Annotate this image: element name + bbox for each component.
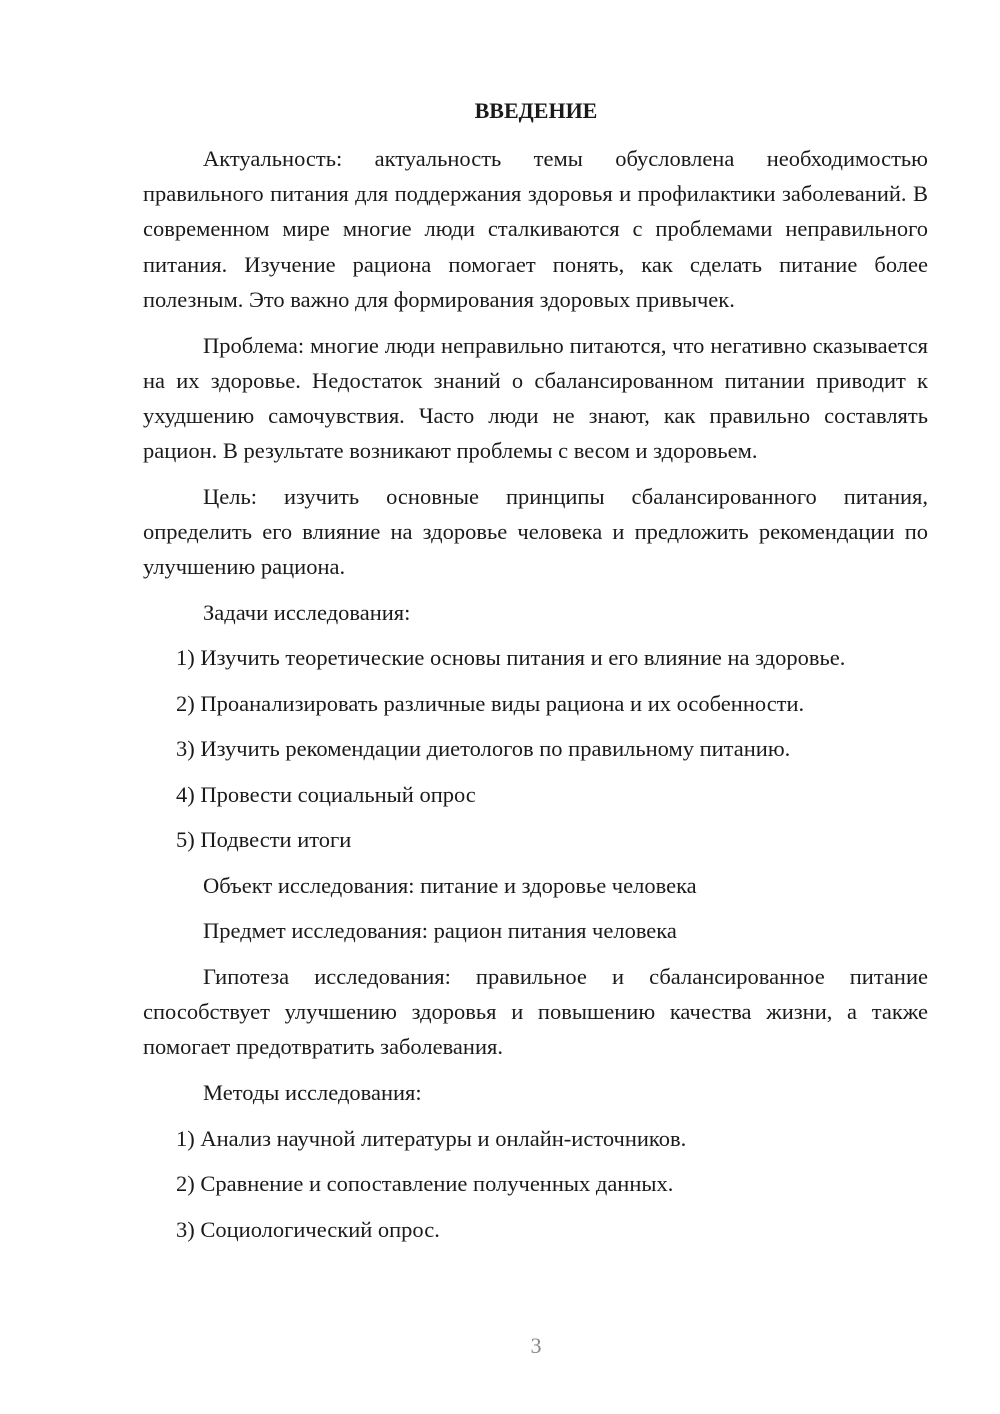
research-subject: Предмет исследования: рацион питания человека — [203, 918, 677, 944]
research-object: Объект исследования: питание и здоровье человека — [203, 872, 697, 898]
task-item: 1) Изучить теоретические основы питания и его влияние на здоровье. — [176, 645, 846, 671]
hypothesis-paragraph: Гипотеза исследования: правильное и сбалансированное питание способствует улучшению здоровья и повышению качества жизни, а также помогает предотвратить заболевания. — [143, 963, 928, 1060]
section-title: ВВЕДЕНИЕ — [474, 98, 598, 123]
task-item: 4) Провести социальный опрос — [176, 781, 476, 807]
task-item: 5) Подвести итоги — [176, 827, 352, 853]
relevance-paragraph: Актуальность: актуальность темы обусловлена необходимостью правильного питания для поддержания здоровья и профилактики заболеваний. В современном мире многие люди сталкиваются с проблемами неправильного питания. Изучение рациона помогает понять, как сделать питание более полезным. Это важно для формирования здоровых привычек. — [143, 146, 928, 312]
method-item: 2) Сравнение и сопоставление полученных данных. — [176, 1171, 674, 1197]
method-item: 1) Анализ научной литературы и онлайн-источников. — [176, 1125, 687, 1151]
document-body — [143, 141, 928, 1257]
goal-paragraph: Цель: изучить основные принципы сбалансированного питания, определить его влияние на здоровье человека и предложить рекомендации по улучшению рациона. — [143, 483, 928, 580]
task-item: 2) Проанализировать различные виды рациона и их особенности. — [176, 690, 805, 716]
problem-paragraph: Проблема: многие люди неправильно питаются, что негативно сказывается на их здоровье. Недостаток знаний о сбалансированном питании приводит к ухудшению самочувствия. Часто люди не знают, как правильно составлять рацион. В результате возникают проблемы с весом и здоровьем. — [143, 332, 928, 464]
task-item: 3) Изучить рекомендации диетологов по правильному питанию. — [176, 736, 791, 762]
tasks-heading: Задачи исследования: — [203, 599, 411, 625]
methods-heading: Методы исследования: — [203, 1080, 422, 1106]
page-number: 3 — [530, 1333, 542, 1358]
method-item: 3) Социологический опрос. — [176, 1216, 440, 1242]
